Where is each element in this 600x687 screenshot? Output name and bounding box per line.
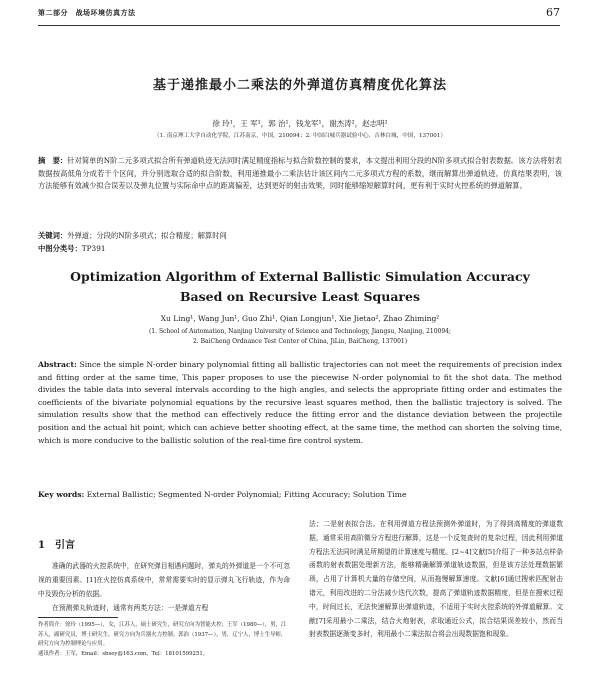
en-affiliation-1: (1. School of Automation, Nanjing University of Science and Technology, Jiangsu, Nanjing, 210094; (148, 328, 452, 335)
en-abstract-label: Abstract: (38, 360, 77, 369)
header-rule (38, 25, 560, 26)
cn-keywords-label: 关键词： (38, 231, 68, 240)
section-title: 引言 (54, 540, 75, 551)
running-header (38, 8, 560, 22)
en-title-line1: Optimization Algorithm of External Ballistic Simulation Accuracy (70, 269, 530, 284)
footnote-rule (38, 617, 118, 618)
cn-abstract-label: 摘 要： (38, 156, 68, 165)
cn-title: 基于递推最小二乘法的外弹道仿真精度优化算法 (152, 78, 447, 93)
cn-keywords-text: 外弹道；分段的N阶多项式；拟合精度；解算时间 (67, 231, 227, 240)
cn-keywords (38, 231, 562, 241)
body-paragraph: 在预测弹丸轨迹时，通常有两类方法：一是弹道方程 (52, 604, 209, 612)
cn-affiliation: （1. 南京理工大学自动化学院，江苏南京，中国，210094；2. 中国白城兵器试验中心，吉林白城，中国，137001） (154, 133, 446, 139)
en-affiliation (0, 327, 600, 347)
en-abstract (38, 359, 562, 447)
en-title (0, 267, 600, 307)
left-column (38, 522, 290, 659)
body-paragraph-right: 法；二是射表拟合法。在利用弹道方程法预测外弹道时，为了得到高精度的弹道数据，通常采用高阶微分方程进行解算，这是一个反复查时的复杂过程，因此利用弹道方程法无法同时满足所期望的计算速度与精度。[2~4]文献[5]介绍了一种多站点样条函数的射表数据处理新方法，能够精确解算弹道轨迹数据，但是该方法处理数据繁琐，占用了计算机大量的存储空间，从而拖慢解算速度。文献[6]通过搜索匹配射击诸元，利用改进的二分法减少迭代次数，提高了弹道轨迹数据精度，但是在搜索过程中，时间过长，无法快速解算出弹道轨迹，不适用于实时火控系统的外弹道解算。文献[7]采用最小二乘法，结合火炮射表，求取通近公式，拟合结果误差较小，然而当射表数据逐渐变多时，利用最小二乘法拟合将会出现数据饱和现象。 (309, 520, 563, 639)
footnote-corresponding: 通讯作者：王军，Email：sbsey@163.com，Tel：18101599251。 (38, 650, 209, 657)
en-keywords (38, 490, 562, 499)
en-keywords-label: Key words: (38, 490, 85, 499)
en-title-line2: Based on Recursive Least Squares (179, 289, 421, 304)
footnotes (38, 621, 290, 659)
section-number: 1 (38, 540, 45, 551)
cn-abstract-text: 针对简单的N阶二元多项式拟合所有弹道轨迹无法同时满足精度指标与拟合阶数控制的要求，本文提出利用分段的N阶多项式拟合射表数据。该方法将射表数据按高低角分成若干个区间，并分别选取合适的拟合阶数，利用递推最小二乘法估计该区间内二元多项式方程的系数，继而解算出弹道轨迹。仿真结果表明，该方法能够有效减少拟合误差以及弹丸位置与实际命中点的距离偏差，达到更好的射击效果，同时能够缩短解算时间，更有利于实时火控系统的弹道解算。 (38, 156, 563, 191)
cn-class-number (38, 244, 106, 254)
en-affiliation-2: 2. BaiCheng Ordnance Test Center of China, JiLin, BaiCheng, 137001) (192, 338, 408, 345)
footnote-author-info: 作者简介：徐玲（1995—），女，江苏人，硕士研究生，研究方向为智能火控；王军（1980—），男，江苏人，副研究员，博士研究生，研究方向为兵器火力控制；郭治（1937—），男，辽宁人，博士生导师，研究方向为控制理论与应用。 (38, 622, 287, 647)
cn-abstract (38, 155, 562, 193)
cn-authors: 徐 玲¹，王 军¹，郭 治¹，钱龙军¹，谢杰涛²，赵志明² (212, 119, 388, 128)
right-column (309, 518, 563, 642)
en-keywords-text: External Ballistic; Segmented N-order Polynomial; Fitting Accuracy; Solution Time (86, 490, 407, 499)
cn-class-value: TP391 (81, 244, 106, 253)
en-abstract-text: Since the simple N-order binary polynomial fitting all ballistic trajectories can not meet the requirements of precision index and fitting order at the same time, This paper proposes to use the piecewise N-order polynomial to fit the shot data. The method divides the table data into several intervals according to the high angles, and selects the appropriate fitting order and estimates the coefficients of the bivariate polynomial equations by the recursive least squares method, then the ballistic trajectory is solved. The simulation results show that the method can effectively reduce the fitting error and the distance deviation between the projectile position and the actual hit point, which can achieve better shooting effect, at the same time, the method can shorten the solving time, which is more conducive to the ballistic solution of the real-time fire control system. (38, 360, 562, 445)
running-header-left: 第二部分 战场环境仿真方法 (38, 8, 136, 17)
cn-class-label: 中图分类号： (38, 244, 82, 253)
body-paragraph: 准确的武器的火控系统中，在研究弹目相遇问题时，弹丸的外弹道是一个不可忽视的重要因素。[1]在火控仿真系统中，常常需要实时的显示弹丸飞行轨迹，作为命中及毁伤分析的依据。 (38, 562, 290, 598)
section-heading (38, 536, 290, 551)
page-number: 67 (546, 6, 560, 19)
en-authors: Xu Ling¹, Wang Jun¹, Guo Zhi¹, Qian Longjun¹, Xie Jietao², Zhao Zhiming² (160, 314, 440, 323)
